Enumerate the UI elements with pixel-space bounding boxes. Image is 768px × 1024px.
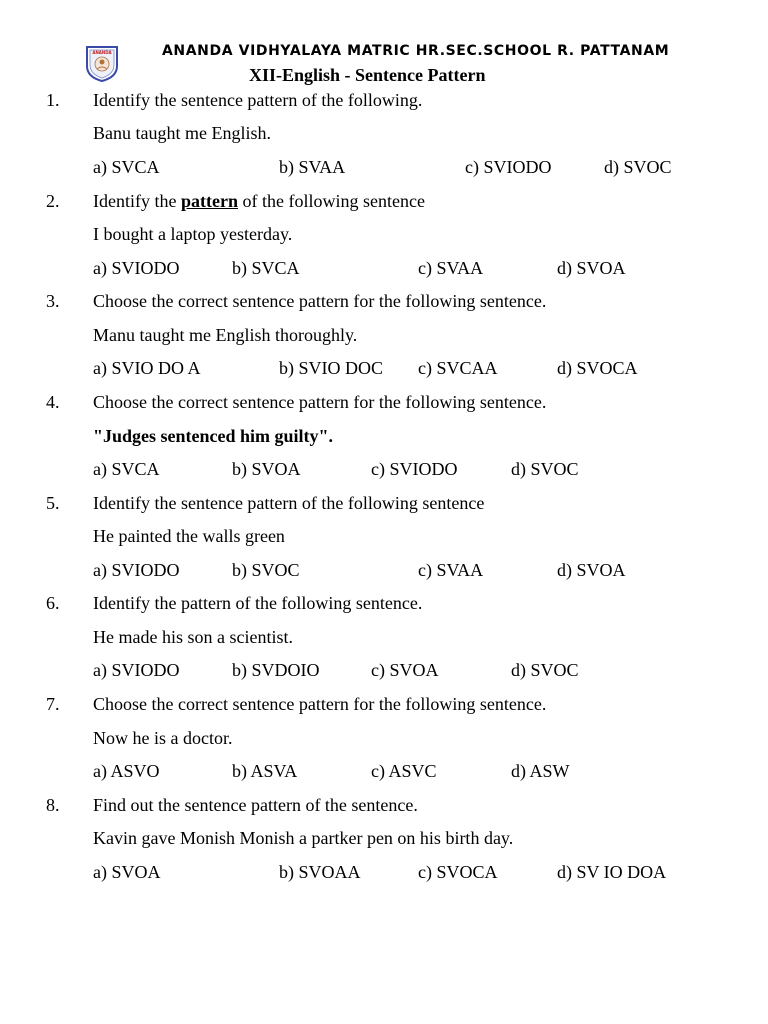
option-c: c) SVAA <box>418 258 484 278</box>
question-number: 8. <box>46 795 60 815</box>
question-sentence: He made his son a scientist. <box>93 627 293 647</box>
logo-text: ANANDA <box>92 50 112 55</box>
question-sentence: Banu taught me English. <box>93 123 271 143</box>
question-prompt: Identify the pattern of the following sentence. <box>93 593 423 613</box>
option-d: d) SV IO DOA <box>557 862 667 882</box>
option-a: a) SVIODO <box>93 258 180 278</box>
option-c: c) SVCAA <box>418 358 498 378</box>
prompt-text: Identify the <box>93 191 181 211</box>
question-number: 4. <box>46 392 60 412</box>
option-c: c) SVIODO <box>371 459 458 479</box>
question-number: 1. <box>46 90 60 110</box>
option-c: c) SVAA <box>418 560 484 580</box>
option-b: b) SVIO DOC <box>279 358 384 378</box>
question-sentence: I bought a laptop yesterday. <box>93 224 293 244</box>
question-prompt: Choose the correct sentence pattern for the following sentence. <box>93 291 547 311</box>
question-number: 3. <box>46 291 60 311</box>
question-prompt: Identify the sentence pattern of the following. <box>93 90 423 110</box>
question-sentence: He painted the walls green <box>93 526 285 546</box>
school-logo <box>84 44 120 82</box>
option-d: d) SVOC <box>511 660 579 680</box>
question-prompt: Choose the correct sentence pattern for the following sentence. <box>93 694 547 714</box>
prompt-emphasis: pattern <box>180 191 238 211</box>
option-d: d) SVOA <box>557 560 626 580</box>
option-a: a) SVIO DO A <box>93 358 201 378</box>
option-d: d) SVOC <box>604 157 672 177</box>
option-d: d) ASW <box>511 761 570 781</box>
option-b: b) ASVA <box>232 761 298 781</box>
question-number: 5. <box>46 493 60 513</box>
option-a: a) SVCA <box>93 459 160 479</box>
question-sentence: Kavin gave Monish Monish a partker pen on his birth day. <box>93 828 514 848</box>
option-b: b) SVOC <box>232 560 300 580</box>
school-name: ANANDA VIDHYALAYA MATRIC HR.SEC.SCHOOL R. PATTANAM <box>162 43 670 59</box>
question-number: 6. <box>46 593 60 613</box>
option-c: c) SVOA <box>371 660 439 680</box>
option-b: b) SVOAA <box>279 862 361 882</box>
option-d: d) SVOCA <box>557 358 638 378</box>
option-a: a) SVIODO <box>93 660 180 680</box>
question-prompt: Choose the correct sentence pattern for the following sentence. <box>93 392 547 412</box>
option-a: a) SVIODO <box>93 560 180 580</box>
option-b: b) SVOA <box>232 459 301 479</box>
option-d: d) SVOC <box>511 459 579 479</box>
option-d: d) SVOA <box>557 258 626 278</box>
question-sentence: Manu taught me English thoroughly. <box>93 325 358 345</box>
question-sentence: Now he is a doctor. <box>93 728 233 748</box>
prompt-text: of the following sentence <box>237 191 425 211</box>
option-c: c) SVOCA <box>418 862 498 882</box>
question-number: 2. <box>46 191 60 211</box>
option-a: a) SVCA <box>93 157 160 177</box>
question-prompt <box>93 190 425 212</box>
option-a: a) ASVO <box>93 761 160 781</box>
option-b: b) SVAA <box>279 157 346 177</box>
option-c: c) ASVC <box>371 761 437 781</box>
question-prompt: Identify the sentence pattern of the following sentence <box>93 493 485 513</box>
question-number: 7. <box>46 694 60 714</box>
question-sentence: "Judges sentenced him guilty". <box>93 426 334 446</box>
page-title: XII-English - Sentence Pattern <box>249 65 486 85</box>
option-c: c) SVIODO <box>465 157 552 177</box>
option-b: b) SVCA <box>232 258 300 278</box>
option-b: b) SVDOIO <box>232 660 320 680</box>
question-prompt: Find out the sentence pattern of the sentence. <box>93 795 418 815</box>
option-a: a) SVOA <box>93 862 161 882</box>
